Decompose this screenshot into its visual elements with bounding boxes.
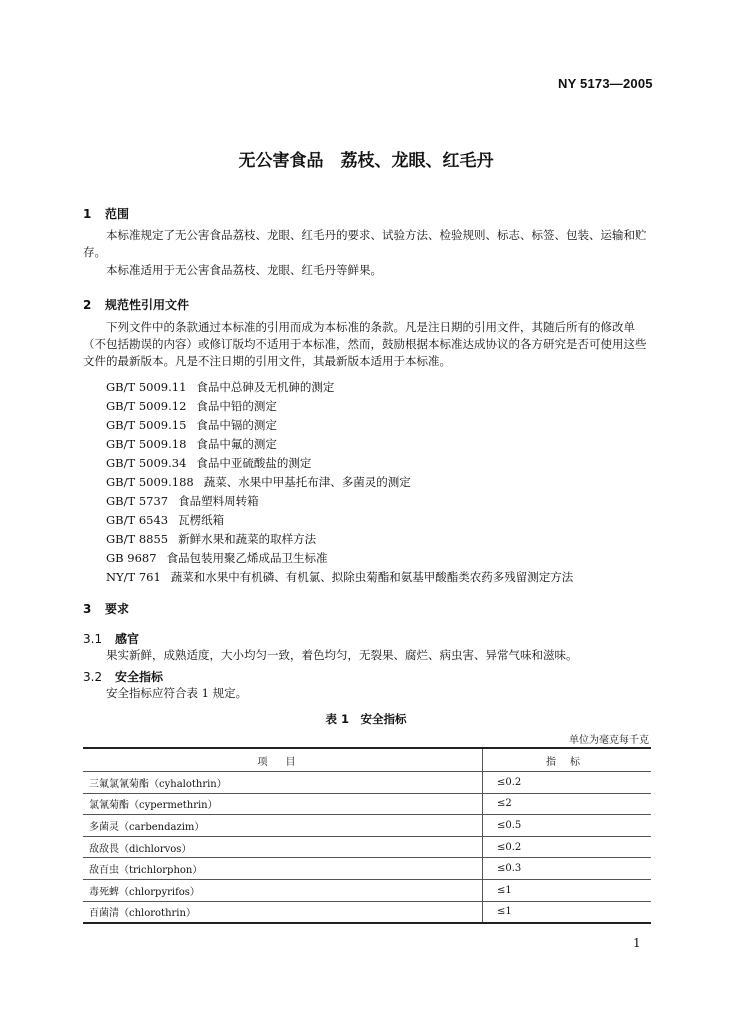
reference-item: [106, 379, 334, 395]
reference-code: GB/T 5009.12: [106, 399, 187, 413]
section-number: 2: [83, 298, 92, 312]
limit-value: ≤0.3: [483, 858, 652, 880]
section-title: 范围: [105, 207, 130, 221]
reference-title: 食品中总砷及无机砷的测定: [196, 380, 335, 394]
subsection-3-2-text: 安全指标应符合表 1 规定。: [106, 686, 248, 700]
reference-item: [106, 512, 224, 528]
reference-code: GB/T 5737: [106, 494, 169, 508]
reference-item: [106, 417, 277, 433]
page-number: 1: [633, 936, 641, 950]
table-row: [83, 879, 651, 901]
section-3-heading: [83, 600, 129, 617]
table-row: [83, 793, 651, 815]
document-title: 无公害食品 荔枝、龙眼、红毛丹: [238, 151, 494, 171]
reference-title: 蔬菜和水果中有机磷、有机氯、拟除虫菊酯和氨基甲酸酯类农药多残留测定方法: [170, 570, 574, 584]
table-row: [83, 815, 651, 837]
limit-value: ≤0.2: [483, 772, 652, 794]
table-row: [83, 858, 651, 880]
reference-code: GB/T 5009.11: [106, 380, 187, 394]
pesticide-name: 毒死蜱（chlorpyrifos）: [83, 879, 483, 901]
reference-code: GB/T 5009.188: [106, 475, 194, 489]
subsection-3-2-heading: [83, 668, 163, 685]
limit-value: ≤2: [483, 793, 652, 815]
table-row: [83, 772, 651, 794]
table-row: [83, 901, 651, 923]
reference-item: [106, 531, 316, 547]
reference-title: 瓦楞纸箱: [178, 513, 225, 527]
pesticide-name: 氯氰菊酯（cypermethrin）: [83, 793, 483, 815]
reference-item: [106, 436, 277, 452]
reference-code: GB/T 5009.18: [106, 437, 187, 451]
safety-indicator-table: [83, 747, 651, 924]
section-title: 要求: [105, 602, 130, 616]
section-2-paragraph-1: 下列文件中的条款通过本标准的引用而成为本标准的条款。凡是注日期的引用文件，其随后所有的修改单（不包括勘误的内容）或修订版均不适用于本标准，然而，鼓励根据本标准达成协议的各方研究是否可使用这些文件的最新版本。凡是不注日期的引用文件，其最新版本适用于本标准。: [83, 320, 647, 368]
reference-title: 食品包装用聚乙烯成品卫生标准: [166, 551, 328, 565]
reference-title: 食品中镉的测定: [196, 418, 277, 432]
reference-title: 蔬菜、水果中甲基托布津、多菌灵的测定: [203, 475, 411, 489]
subsection-3-1-heading: [83, 630, 139, 647]
reference-code: NY/T 761: [106, 570, 161, 584]
reference-title: 食品中亚硫酸盐的测定: [196, 456, 312, 470]
reference-item: [106, 398, 277, 414]
reference-title: 食品中铅的测定: [196, 399, 277, 413]
table-row: [83, 836, 651, 858]
reference-item: [106, 474, 411, 490]
column-header-indicator: 指标: [483, 748, 652, 772]
pesticide-name: 多菌灵（carbendazim）: [83, 815, 483, 837]
table-unit: 单位为毫克每千克: [569, 735, 649, 746]
reference-code: GB/T 6543: [106, 513, 169, 527]
reference-item: [106, 493, 259, 509]
limit-value: ≤0.5: [483, 815, 652, 837]
standard-number: NY 5173—2005: [558, 76, 653, 91]
pesticide-name: 敌百虫（trichlorphon）: [83, 858, 483, 880]
reference-code: GB/T 5009.34: [106, 456, 187, 470]
section-title: 规范性引用文件: [105, 298, 190, 312]
reference-title: 新鲜水果和蔬菜的取样方法: [178, 532, 317, 546]
limit-value: ≤1: [483, 879, 652, 901]
pesticide-name: 敌敌畏（dichlorvos）: [83, 836, 483, 858]
reference-code: GB/T 8855: [106, 532, 169, 546]
section-number: 1: [83, 207, 92, 221]
subsection-number: 3.1: [83, 632, 103, 646]
pesticide-name: 三氟氯氰菊酯（cyhalothrin）: [83, 772, 483, 794]
reference-title: 食品塑料周转箱: [178, 494, 259, 508]
subsection-title: 感官: [115, 632, 140, 646]
reference-item: [106, 455, 311, 471]
section-1-heading: [83, 205, 129, 222]
reference-title: 食品中氟的测定: [196, 437, 277, 451]
subsection-title: 安全指标: [115, 670, 164, 684]
reference-item: [106, 569, 573, 585]
subsection-3-1-text: 果实新鲜，成熟适度，大小均匀一致，着色均匀，无裂果、腐烂、病虫害、异常气味和滋味。: [106, 648, 578, 662]
limit-value: ≤0.2: [483, 836, 652, 858]
reference-item: [106, 550, 328, 566]
subsection-number: 3.2: [83, 670, 103, 684]
column-header-item: 项目: [83, 748, 483, 772]
limit-value: ≤1: [483, 901, 652, 923]
section-2-heading: [83, 296, 189, 313]
section-1-paragraph-2: 本标准适用于无公害食品荔枝、龙眼、红毛丹等鲜果。: [106, 263, 382, 277]
table-header-row: [83, 748, 651, 772]
section-1-paragraph-1: 本标准规定了无公害食品荔枝、龙眼、红毛丹的要求、试验方法、检验规则、标志、标签、包装、运输和贮存。: [83, 228, 647, 259]
pesticide-name: 百菌清（chlorothrin）: [83, 901, 483, 923]
table-caption: 表 1 安全指标: [325, 712, 407, 726]
section-number: 3: [83, 602, 92, 616]
reference-code: GB 9687: [106, 551, 157, 565]
reference-code: GB/T 5009.15: [106, 418, 187, 432]
